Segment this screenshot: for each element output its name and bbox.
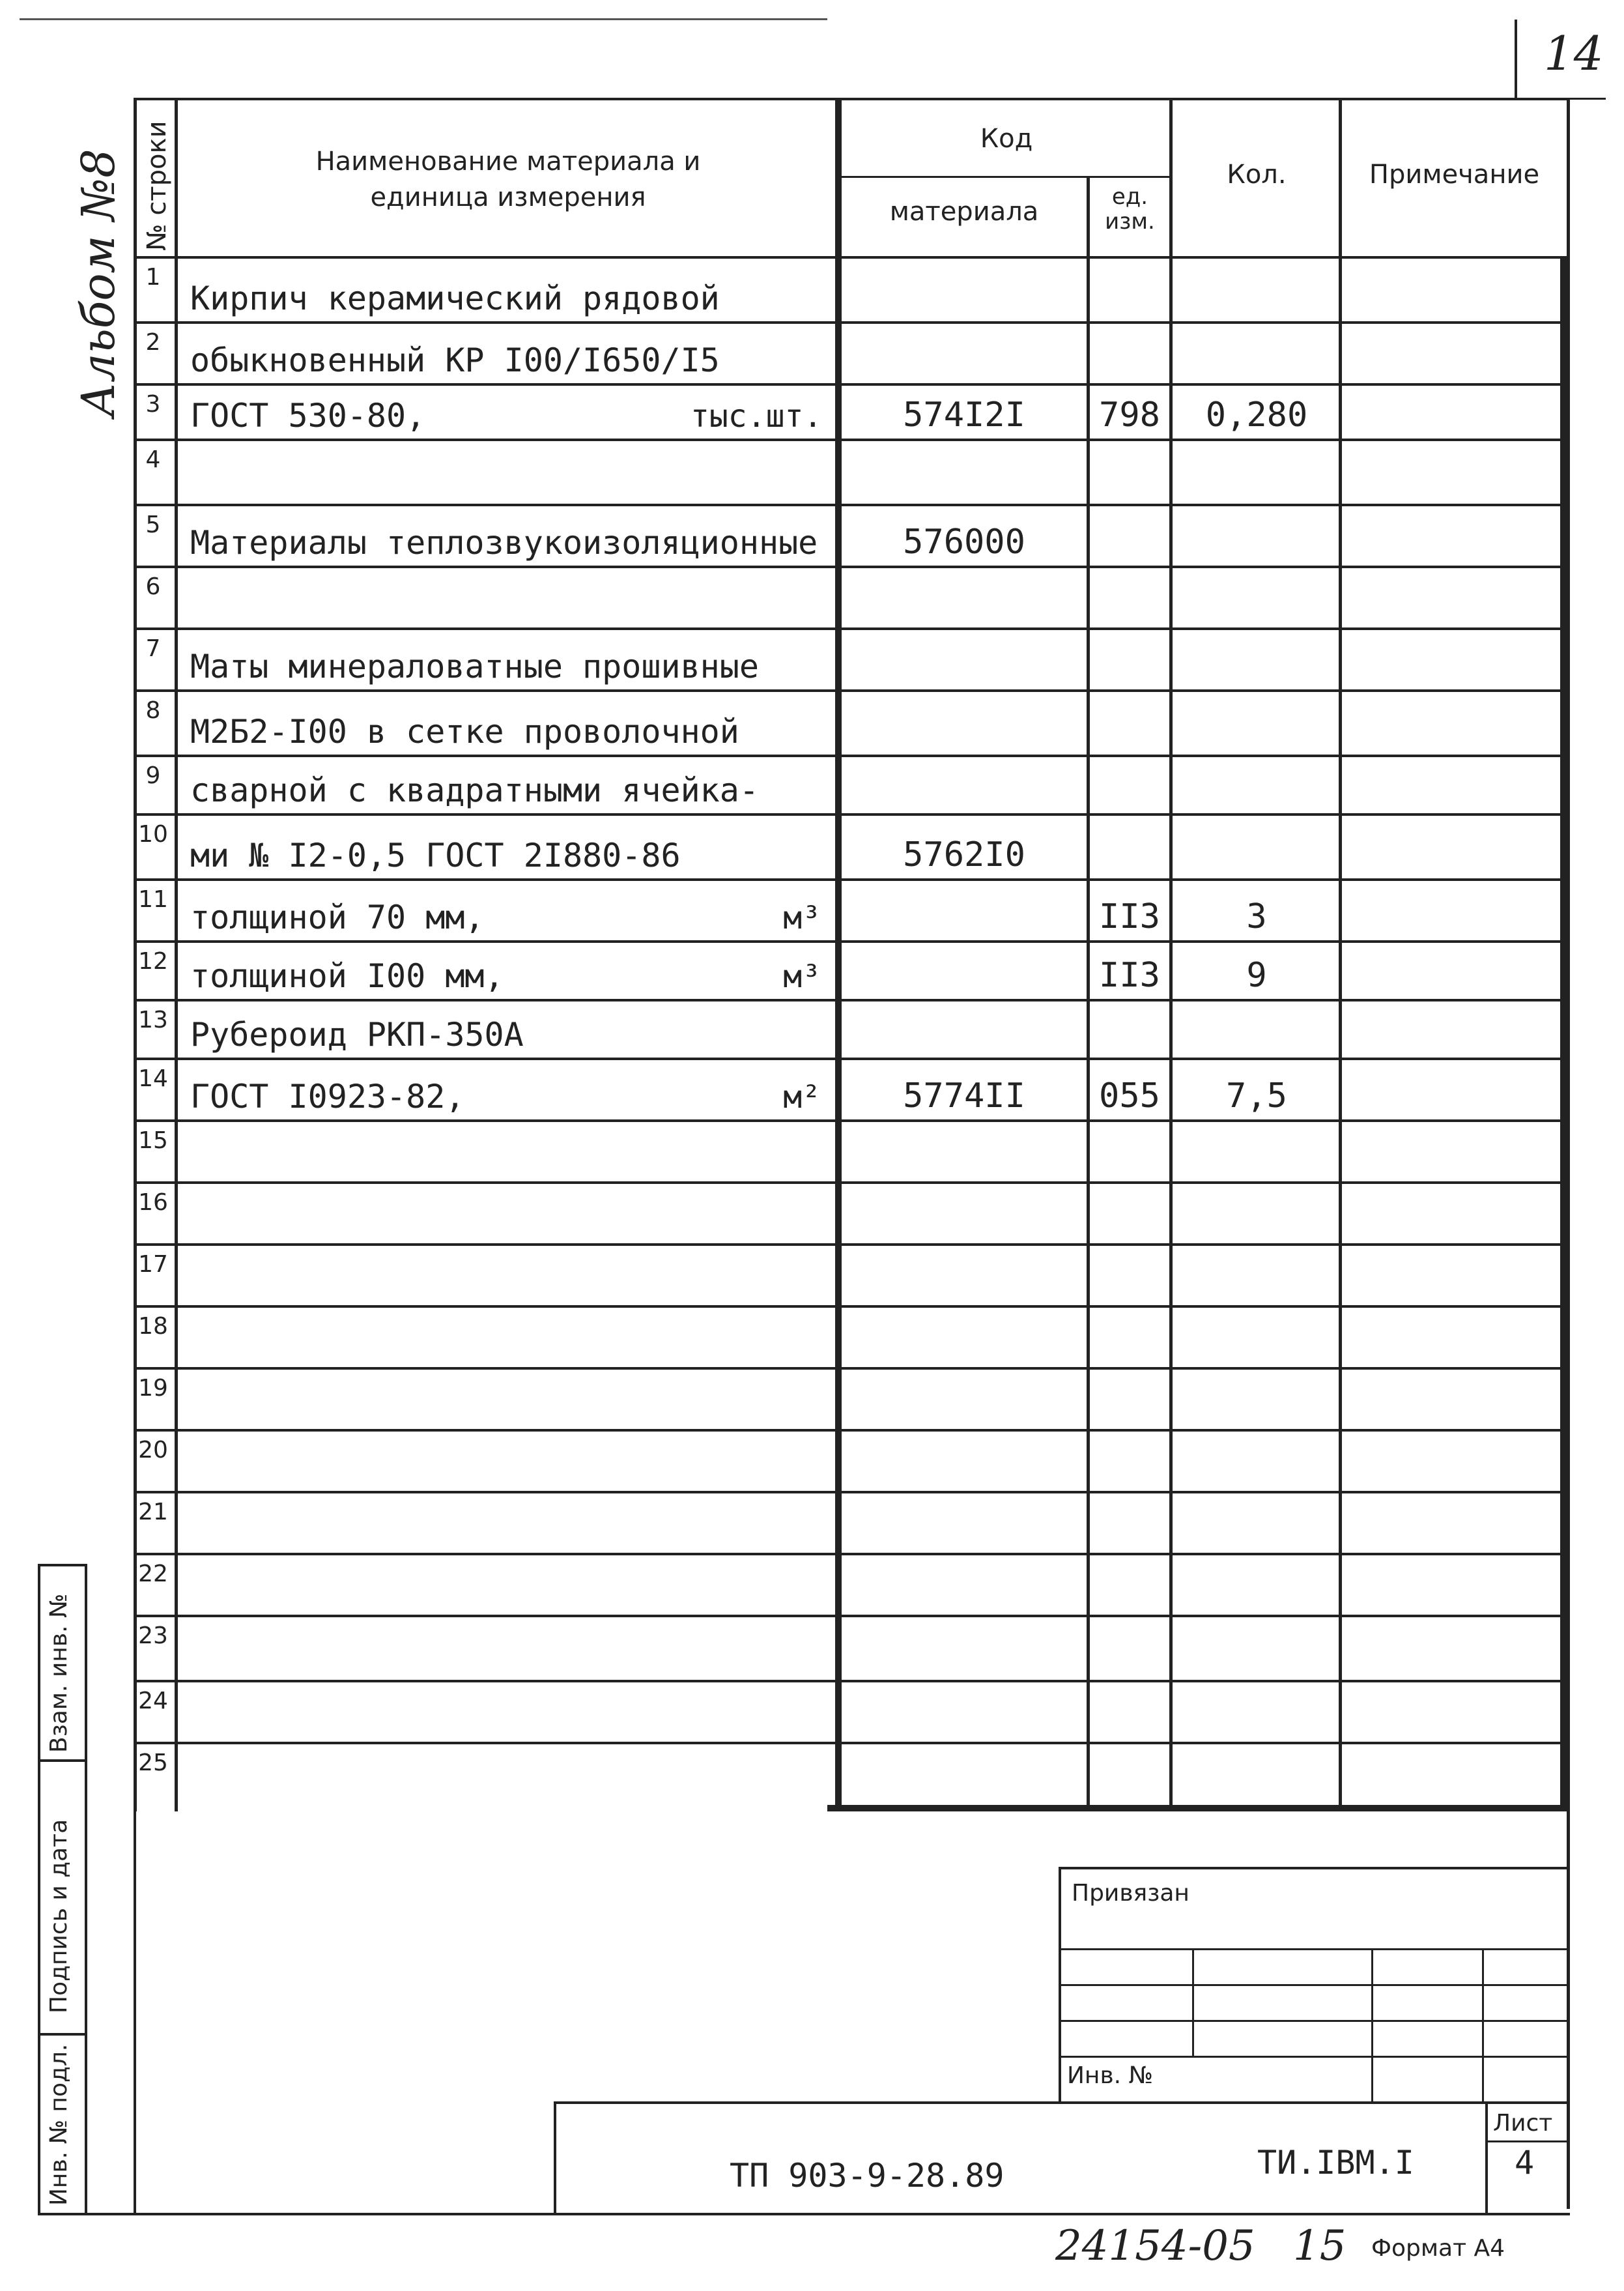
row-name: Рубероид РКП-350А	[190, 1016, 524, 1054]
tb-main-top	[554, 2101, 1570, 2104]
row-number: 13	[138, 1007, 168, 1033]
table-row	[0, 942, 1624, 1000]
table-row	[0, 1000, 1624, 1059]
header-unit-line2: изм.	[1105, 209, 1155, 235]
table-row	[0, 1681, 1624, 1743]
header-code: Код	[980, 124, 1033, 154]
table-row	[0, 880, 1624, 942]
row-number: 10	[138, 821, 168, 848]
row-number: 8	[145, 697, 161, 724]
table-row	[0, 567, 1624, 629]
footer-archive-no: 24154-05	[1055, 2222, 1255, 2270]
table-row	[0, 323, 1624, 384]
row-name: толщиной 70 мм,	[190, 899, 485, 936]
row-number: 5	[145, 512, 161, 538]
row-material-code: 5762I0	[903, 835, 1025, 874]
row-name: М2Б2-I00 в сетке проволочной	[190, 713, 739, 751]
row-unit-code: 055	[1099, 1076, 1160, 1116]
table-row	[0, 1616, 1624, 1681]
table-row	[0, 1492, 1624, 1554]
row-number: 12	[138, 948, 168, 975]
row-name: Кирпич керамический рядовой	[190, 280, 720, 317]
footer-format: Формат А4	[1371, 2235, 1505, 2262]
tb-col-2	[1371, 1948, 1373, 2101]
tb-col-1	[1192, 1948, 1194, 2056]
row-number: 16	[138, 1189, 168, 1216]
stamp-left-border	[38, 1564, 40, 2215]
page-number-bracket	[1515, 20, 1517, 98]
row-qty: 3	[1246, 897, 1267, 936]
tb-doc-code: ТИ.IВМ.I	[1257, 2144, 1414, 2182]
tb-row-4	[1059, 2056, 1570, 2058]
footer-archive-sheet: 15	[1293, 2222, 1346, 2270]
row-qty: 7,5	[1226, 1076, 1287, 1116]
row-name: Материалы теплозвукоизоляционные	[190, 524, 818, 562]
tb-sheet-divider	[1485, 2101, 1488, 2215]
table-row	[0, 1059, 1624, 1121]
table-row	[0, 1121, 1624, 1183]
header-unit-line1: ед.	[1111, 184, 1148, 210]
row-material-code: 576000	[903, 523, 1025, 562]
row-qty: 9	[1246, 956, 1267, 995]
row-number: 20	[138, 1437, 168, 1463]
table-row	[0, 505, 1624, 567]
row-unit-code: II3	[1099, 956, 1160, 995]
tb-col-3	[1482, 1948, 1484, 2101]
stamp-inv-podl: Инв. № подл.	[46, 2043, 72, 2206]
table-row	[0, 384, 1624, 440]
tb-sheet-label: Лист	[1493, 2110, 1553, 2137]
header-code-split	[835, 176, 1173, 178]
row-number: 23	[138, 1622, 168, 1649]
stamp-split-2	[38, 2033, 87, 2036]
table-row	[0, 1554, 1624, 1616]
row-number: 9	[145, 762, 161, 789]
row-number: 7	[145, 635, 161, 662]
row-number: 17	[138, 1251, 168, 1278]
row-number: 4	[145, 446, 161, 473]
row-number: 11	[138, 886, 168, 913]
row-number: 1	[145, 264, 161, 291]
tb-designation: ТП 903-9-28.89	[730, 2157, 1004, 2195]
table-row	[0, 814, 1624, 880]
stamp-podpis: Подпись и дата	[46, 1819, 72, 2013]
row-number: 3	[145, 391, 161, 418]
table-row	[0, 440, 1624, 505]
stamp-top	[38, 1564, 87, 1566]
tb-privyazan: Привязан	[1072, 1880, 1190, 1907]
tb-row-1	[1059, 1948, 1570, 1950]
row-name: ГОСТ I0923-82,	[190, 1078, 465, 1116]
table-row	[0, 1368, 1624, 1430]
table-row	[0, 629, 1624, 691]
stamp-mid-border	[85, 1564, 87, 2215]
row-unit-text: м³	[783, 958, 821, 995]
tb-inv-no: Инв. №	[1067, 2062, 1154, 2089]
top-rule	[20, 18, 827, 20]
row-number: 21	[138, 1499, 168, 1525]
header-note: Примечание	[1369, 160, 1540, 190]
row-number: 14	[138, 1065, 168, 1092]
header-name-line1: Наименование материала и	[315, 147, 701, 177]
row-name: сварной с квадратными ячейка-	[190, 771, 759, 809]
row-number: 2	[145, 329, 161, 356]
row-qty: 0,280	[1205, 396, 1308, 435]
tb-main-left	[554, 2101, 556, 2215]
stamp-split-1	[38, 1759, 87, 1762]
tb-row-3	[1059, 2020, 1570, 2022]
header-row-no: № строки	[142, 121, 172, 251]
tb-privyazan-top	[1059, 1867, 1570, 1869]
frame-bottom	[134, 2213, 1570, 2215]
row-name: обыкновенный КР I00/I650/I5	[190, 341, 720, 379]
table-row	[0, 1743, 1624, 1805]
row-unit-text: м³	[783, 900, 821, 936]
row-unit-text: тыс.шт.	[691, 398, 823, 435]
table-top-border	[134, 98, 1570, 100]
row-name: ми № I2-0,5 ГОСТ 2I880-86	[190, 837, 681, 874]
page-number: 14	[1544, 26, 1604, 81]
table-row	[0, 1430, 1624, 1492]
row-number: 6	[145, 573, 161, 600]
header-name-line2: единица измерения	[370, 182, 646, 212]
row-material-code: 5774II	[903, 1076, 1025, 1116]
row-number: 25	[138, 1750, 168, 1776]
row-unit-code: 798	[1099, 396, 1160, 435]
frame-left-lower	[134, 1811, 136, 2215]
row-unit-text: м²	[783, 1079, 821, 1116]
album-label: Альбом №8	[72, 149, 125, 417]
tb-sheet-label-line	[1485, 2140, 1570, 2142]
row-material-code: 574I2I	[903, 396, 1025, 435]
table-row	[0, 756, 1624, 814]
row-name: Маты минераловатные прошивные	[190, 648, 759, 685]
table-row	[0, 691, 1624, 756]
row-number: 24	[138, 1688, 168, 1714]
stamp-bottom	[38, 2213, 137, 2215]
row-name: толщиной I00 мм,	[190, 957, 504, 995]
table-row	[0, 1306, 1624, 1368]
header-qty: Кол.	[1227, 160, 1287, 190]
row-number: 18	[138, 1313, 168, 1340]
tb-row-2	[1059, 1984, 1570, 1986]
table-row	[0, 1183, 1624, 1245]
row-unit-code: II3	[1099, 897, 1160, 936]
table-bottom-border	[827, 1805, 1570, 1811]
table-row	[0, 1245, 1624, 1306]
header-material-code: материала	[889, 197, 1039, 227]
table-row	[0, 257, 1624, 323]
row-number: 22	[138, 1561, 168, 1587]
row-number: 19	[138, 1375, 168, 1402]
tb-sheet-no: 4	[1515, 2144, 1535, 2182]
row-number: 15	[138, 1127, 168, 1154]
row-name: ГОСТ 530-80,	[190, 397, 426, 435]
stamp-vzam: Взам. инв. №	[46, 1593, 72, 1753]
